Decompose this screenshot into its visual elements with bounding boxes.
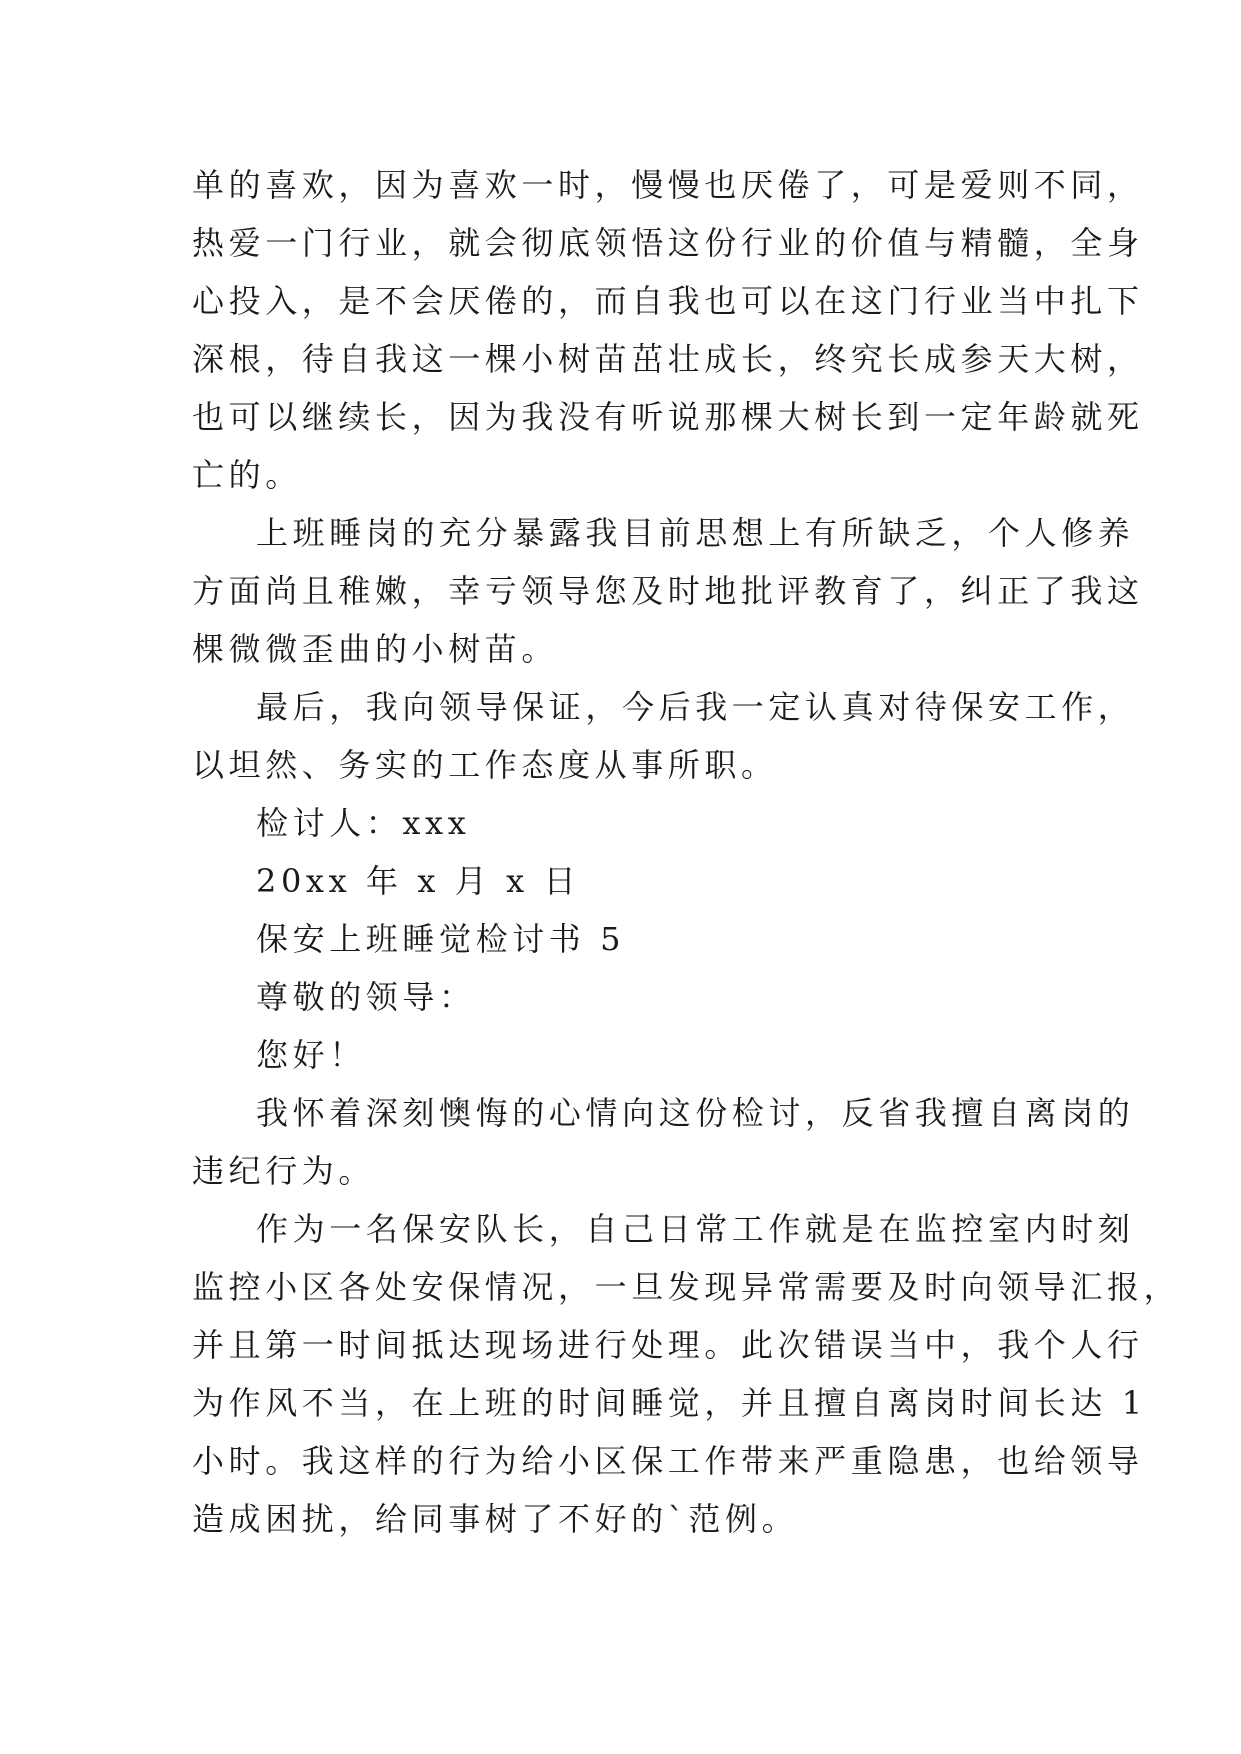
text-line: 检讨人：xxx bbox=[256, 804, 471, 842]
text-line: 也可以继续长，因为我没有听说那棵大树长到一定年龄就死 bbox=[192, 398, 1144, 436]
text-line: 小时。我这样的行为给小区保工作带来严重隐患，也给领导 bbox=[192, 1442, 1144, 1480]
text-line: 以坦然、务实的工作态度从事所职。 bbox=[192, 746, 778, 784]
text-line: 监控小区各处安保情况，一旦发现异常需要及时向领导汇报， bbox=[192, 1268, 1181, 1306]
text-line: 亡的。 bbox=[192, 456, 302, 494]
text-line: 单的喜欢，因为喜欢一时，慢慢也厌倦了，可是爱则不同， bbox=[192, 166, 1144, 204]
text-line: 方面尚且稚嫩，幸亏领导您及时地批评教育了，纠正了我这 bbox=[192, 572, 1144, 610]
text-line: 棵微微歪曲的小树苗。 bbox=[192, 630, 559, 668]
text-line: 并且第一时间抵达现场进行处理。此次错误当中，我个人行 bbox=[192, 1326, 1144, 1364]
text-line: 我怀着深刻懊悔的心情向这份检讨，反省我擅自离岗的 bbox=[256, 1094, 1135, 1132]
text-line: 上班睡岗的充分暴露我目前思想上有所缺乏，个人修养 bbox=[256, 514, 1135, 552]
text-line: 造成困扰，给同事树了不好的`范例。 bbox=[192, 1500, 799, 1538]
text-line: 违纪行为。 bbox=[192, 1152, 376, 1190]
document-body bbox=[192, 156, 1181, 1548]
text-line: 为作风不当，在上班的时间睡觉，并且擅自离岗时间长达 1 bbox=[192, 1384, 1147, 1422]
text-line: 热爱一门行业，就会彻底领悟这份行业的价值与精髓，全身 bbox=[192, 224, 1144, 262]
text-line: 20xx 年 x 月 x 日 bbox=[256, 862, 581, 900]
text-line: 您好！ bbox=[256, 1036, 366, 1074]
text-line: 深根，待自我这一棵小树苗茁壮成长，终究长成参天大树， bbox=[192, 340, 1144, 378]
text-line: 尊敬的领导： bbox=[256, 978, 476, 1016]
text-line: 保安上班睡觉检讨书 5 bbox=[256, 920, 626, 958]
text-line: 作为一名保安队长，自己日常工作就是在监控室内时刻 bbox=[256, 1210, 1135, 1248]
text-line: 心投入，是不会厌倦的，而自我也可以在这门行业当中扎下 bbox=[192, 282, 1144, 320]
text-line: 最后，我向领导保证，今后我一定认真对待保安工作， bbox=[256, 688, 1135, 726]
